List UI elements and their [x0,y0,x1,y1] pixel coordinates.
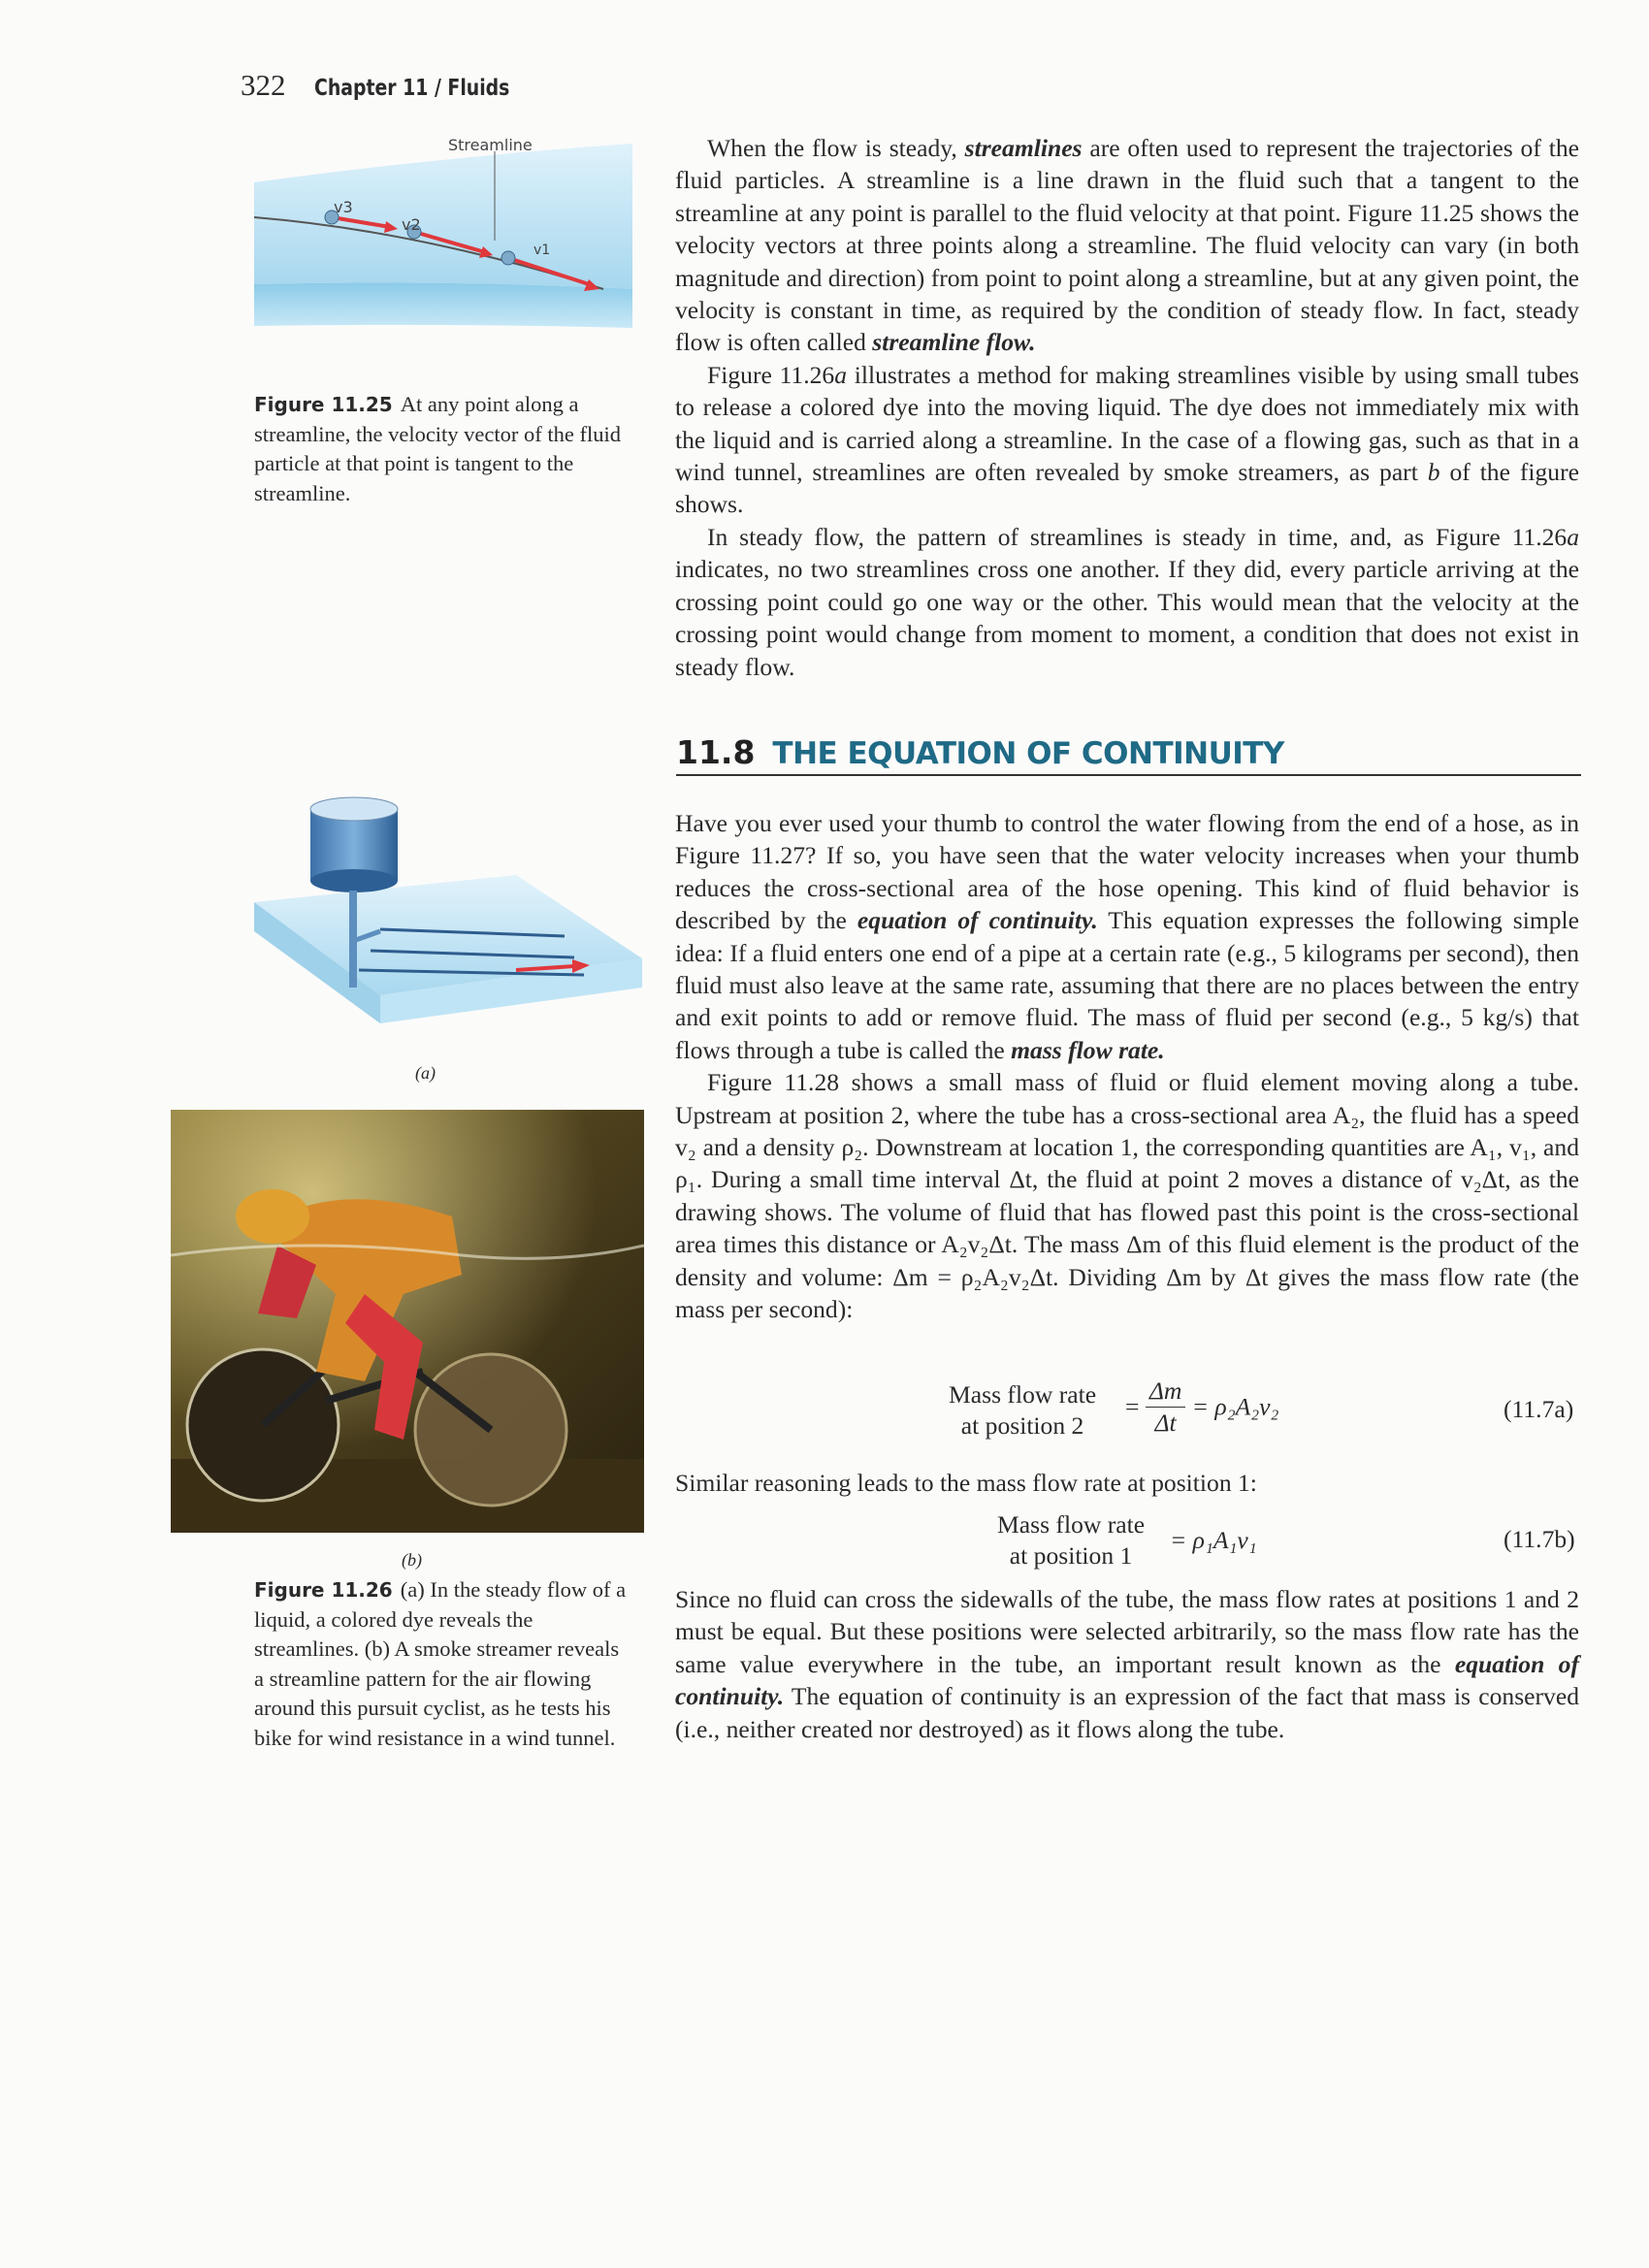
key-term: equation of continuity. [675,1649,1579,1711]
equation-11-7b-rhs: = ρ₁A₁v₁ [1170,1526,1257,1554]
eq-lhs-line2: at position 2 [960,1411,1084,1440]
figure-11-25-caption [254,390,628,508]
body-text-middle [675,1467,1579,1499]
body-text-upper [675,132,1579,683]
equation-11-7a-lhs [949,1379,1096,1442]
paragraph: Figure 11.26a illustrates a method for making streamlines visible by using small tubes to release a colored dye into the moving liquid. The dye does not immediately mix with the liquid and is carried along a streamline. In the case of a flowing gas, such as that in a wind tunnel, streamlines are often revealed by smoke streamers, as part b of the figure shows. [675,360,1579,519]
body-text-bottom [675,1583,1579,1745]
figure-11-26a-illustration [254,795,642,1023]
body-text-lower [675,807,1579,1326]
subfigure-b-label: (b) [402,1550,422,1570]
paragraph: In steady flow, the pattern of streamlines is steady in time, and, as Figure 11.26a indicates, no two streamlines cross one another. If they did, every particle arriving at the crossing point could go one way or the other. This would mean that the velocity at the crossing point would change from moment to moment, a condition that does not exist in steady flow. [675,522,1579,681]
water-block-side [254,282,632,328]
caption-text: (a) In the steady flow of a liquid, a colored dye reveals the streamlines. (b) A smoke streamer reveals a streamline pattern for the air flowing around this pursuit cyclist, as he tests his bike for wind resistance in a wind tunnel. [254,1577,627,1750]
paragraph: Since no fluid can cross the sidewalls of the tube, the mass flow rates at positions 1 and 2 must be equal. But these positions were selected arbitrarily, so the mass flow rate has the same value everywhere in the tube, an important result known as the equation of continuity. The equation of continuity is an expression of the fact that mass is conserved (i.e., neither created nor destroyed) as it flows along the tube. [675,1585,1579,1743]
dye-reservoir-top [310,797,398,821]
eq-lhs-line1: Mass flow rate [997,1510,1146,1539]
chapter-title: Chapter 11 / Fluids [313,76,510,101]
figure-11-26-caption [254,1575,628,1753]
paragraph: Similar reasoning leads to the mass flow rate at position 1: [675,1469,1257,1497]
dye-reservoir-bottom [310,869,398,892]
streamline-label: Streamline [448,136,533,154]
label-v2: v2 [402,215,421,234]
section-title: THE EQUATION OF CONTINUITY [772,736,1284,771]
section-heading [676,733,1581,776]
equation-11-7b-lhs [997,1509,1145,1571]
label-v1: v1 [534,243,551,258]
paragraph: When the flow is steady, streamlines are often used to represent the trajectories of the fluid particles. A streamline is a line drawn in the fluid such that a tangent to the streamline at any point is parallel to the fluid velocity at that point. Figure 11.25 shows the velocity vectors at three points along a streamline. The fluid velocity can vary (in both magnitude and direction) from point to point along a streamline, but at any given point, the velocity is constant in time, as required by the condition of steady flow. In fact, steady flow is often called streamline flow. [675,134,1579,357]
caption-label: Figure 11.26 [254,1578,393,1602]
equation-number: (11.7b) [1504,1525,1575,1553]
figure-11-25-illustration [254,134,632,328]
key-term: streamlines [964,134,1083,162]
equation-number: (11.7a) [1504,1395,1574,1423]
label-v3: v3 [334,198,353,216]
water-block-top [254,144,632,289]
figure-11-26b-photo-cyclist [171,1110,644,1533]
key-term: streamline flow. [872,328,1036,357]
fluid-particle-1 [501,251,515,265]
fraction-dm-dt: $\frac{\Delta m}{\Delta t}$ [1146,1376,1186,1439]
key-term: equation of continuity. [857,906,1098,935]
caption-text: At any point along a streamline, the velocity vector of the fluid particle at that point is tangent to the streamline. [254,392,621,505]
eq-lhs-line2: at position 1 [1009,1541,1133,1570]
eq-rhs: = ρ₂A₂v₂ [1191,1392,1279,1421]
subfigure-a-label: (a) [415,1063,436,1083]
caption-label: Figure 11.25 [254,393,393,416]
section-number: 11.8 [676,733,756,771]
page-header [241,68,552,103]
key-term: mass flow rate. [1011,1035,1165,1064]
equation-11-7a-rhs: = $\frac{\Delta m}{\Delta t}$ = ρ₂A₂v₂ [1125,1377,1279,1437]
cyclist-helmet [236,1189,309,1244]
paragraph: Have you ever used your thumb to control the water flowing from the end of a hose, as in Figure 11.27? If so, you have seen that the water velocity increases when your thumb reduces the cross-sectional area of the hose opening. This kind of fluid behavior is described by the equation of continuity. This equation expresses the following simple idea: If a fluid enters one end of a pipe at a certain rate (e.g., 5 kilograms per second), then fluid must also leave at the same rate, assuming that there are no places between the entry and exit points to add or remove fluid. The mass of fluid per second (e.g., 5 kg/s) that flows through a tube is called the mass flow rate. [675,809,1579,1064]
paragraph: Figure 11.28 shows a small mass of fluid or fluid element moving along a tube. Upstream at position 2, where the tube has a cross-sectional area A₂, the fluid has a speed v₂ and a density ρ₂. Downstream at location 1, the corresponding quantities are A₁, v₁, and ρ₁. During a small time interval Δt, the fluid at point 2 moves a distance of v₂Δt, as the drawing shows. The volume of fluid that has flowed past this point is the cross-sectional area times this distance or A₂v₂Δt. The mass Δm of this fluid element is the product of the density and volume: Δm = ρ₂A₂v₂Δt. Dividing Δm by Δt gives the mass flow rate (the mass per second): [675,1068,1579,1324]
eq-lhs-line1: Mass flow rate [949,1380,1097,1409]
page-number: 322 [241,68,286,102]
